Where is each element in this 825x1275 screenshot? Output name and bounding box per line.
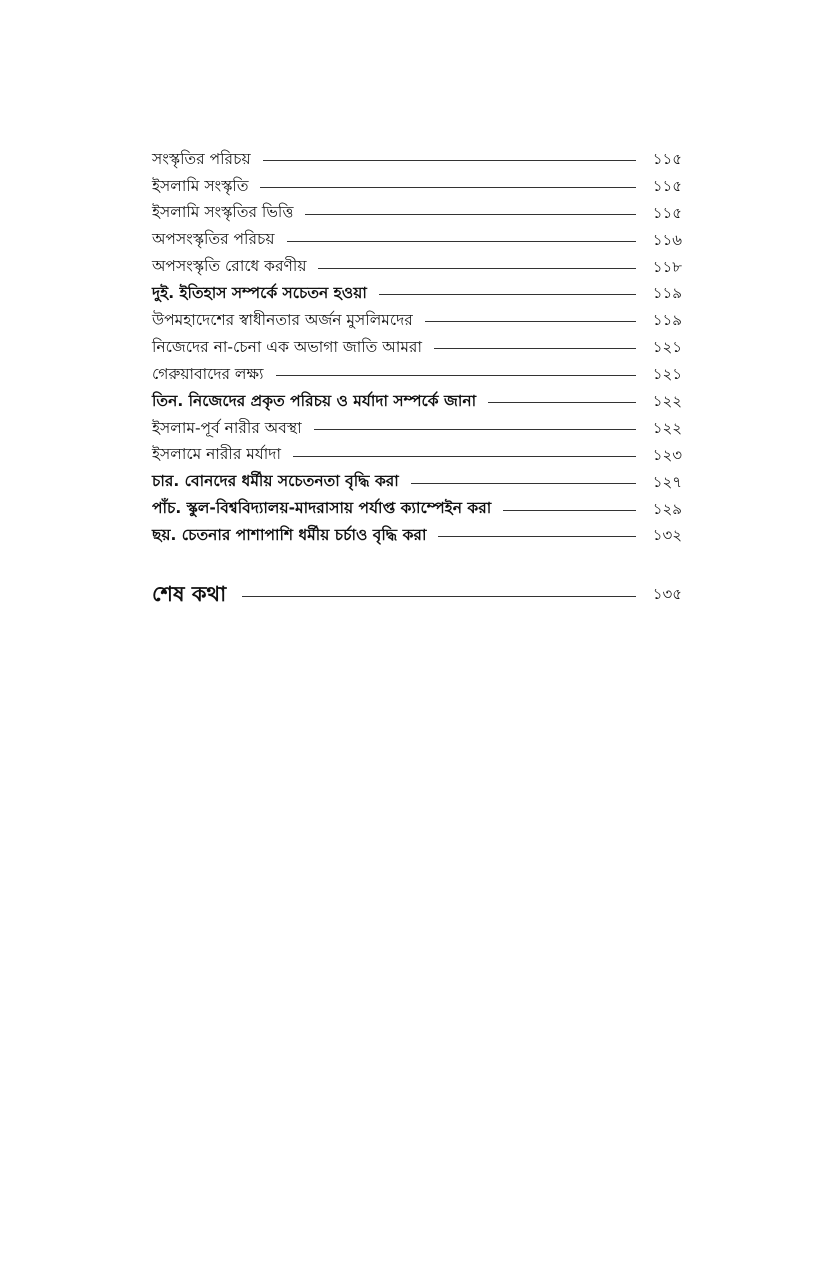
- toc-entry-page: ১২৯: [652, 499, 682, 518]
- toc-entry-title: দুই. ইতিহাস সম্পর্কে সচেতন হওয়া: [152, 284, 367, 303]
- toc-entry-title: তিন. নিজেদের প্রকৃত পরিচয় ও মর্যাদা সম্পর্কে জানা: [152, 391, 477, 410]
- leader-line: [276, 375, 636, 376]
- toc-entry-title: চার. বোনদের ধর্মীয় সচেতনতা বৃদ্ধি করা: [152, 472, 399, 491]
- toc-entry[interactable]: [152, 254, 682, 281]
- toc-entry[interactable]: [152, 200, 682, 227]
- leader-line: [379, 294, 636, 295]
- toc-entry-page: ১২২: [652, 418, 682, 437]
- leader-line: [260, 187, 636, 188]
- leader-line: [305, 214, 636, 215]
- leader-line: [318, 268, 636, 269]
- toc-entry-title: নিজেদের না-চেনা এক অভাগা জাতি আমরা: [152, 337, 422, 356]
- toc-entry-title: ছয়. চেতনার পাশাপাশি ধর্মীয় চর্চাও বৃদ্ধি করা: [152, 526, 427, 545]
- toc-entry-title: গেরুয়াবাদের লক্ষ্য: [152, 364, 264, 383]
- toc-entry-title: পাঁচ. স্কুল-বিশ্ববিদ্যালয়-মাদরাসায় পর্যাপ্ত ক্যাম্পেইন করা: [152, 499, 492, 518]
- toc-entry-page: ১১৯: [652, 311, 682, 330]
- toc-entry-page: ১১৬: [652, 230, 682, 249]
- toc-entry-title: অপসংস্কৃতির পরিচয়: [152, 230, 275, 249]
- toc-section-entry[interactable]: [152, 496, 682, 523]
- toc-entry-page: ১২৩: [652, 445, 682, 464]
- toc-section-entry[interactable]: [152, 469, 682, 496]
- toc-entry-title: উপমহাদেশের স্বাধীনতার অর্জন মুসলিমদের: [152, 311, 413, 330]
- toc-entry-page: ১৩৫: [652, 584, 682, 603]
- toc-entry[interactable]: [152, 442, 682, 469]
- leader-line: [438, 536, 636, 537]
- toc-entry[interactable]: [152, 227, 682, 254]
- toc-entry[interactable]: [152, 361, 682, 388]
- toc-entry-page: ১২৭: [652, 472, 682, 491]
- leader-line: [425, 321, 636, 322]
- toc-entry-page: ১১৫: [652, 203, 682, 222]
- toc-section-entry[interactable]: [152, 388, 682, 415]
- table-of-contents: [152, 146, 682, 609]
- toc-entry[interactable]: [152, 334, 682, 361]
- leader-line: [242, 596, 636, 597]
- toc-entry-title: শেষ কথা: [152, 581, 227, 606]
- leader-line: [263, 160, 636, 161]
- toc-entry-page: ১১৫: [652, 149, 682, 168]
- leader-line: [434, 348, 636, 349]
- toc-entry-page: ১২১: [652, 338, 682, 357]
- toc-entry-page: ১১৯: [652, 284, 682, 303]
- toc-section-entry[interactable]: [152, 522, 682, 549]
- toc-final-entry[interactable]: [152, 579, 682, 609]
- toc-entry-title: সংস্কৃতির পরিচয়: [152, 149, 251, 168]
- leader-line: [314, 429, 636, 430]
- toc-entry[interactable]: [152, 415, 682, 442]
- toc-entry-title: ইসলাম-পূর্ব নারীর অবস্থা: [152, 418, 302, 437]
- toc-entry-page: ১১৮: [652, 257, 682, 276]
- toc-entry[interactable]: [152, 146, 682, 173]
- leader-line: [503, 510, 636, 511]
- leader-line: [287, 241, 636, 242]
- toc-entry-page: ১২২: [652, 391, 682, 410]
- toc-entry-page: ১৩২: [652, 526, 682, 545]
- toc-entry-page: ১১৫: [652, 176, 682, 195]
- section-spacer: [152, 549, 682, 579]
- toc-entry-title: ইসলামে নারীর মর্যাদা: [152, 445, 281, 464]
- toc-entry-title: ইসলামি সংস্কৃতি: [152, 176, 249, 195]
- leader-line: [293, 456, 636, 457]
- toc-entry[interactable]: [152, 173, 682, 200]
- toc-entry-page: ১২১: [652, 365, 682, 384]
- toc-section-entry[interactable]: [152, 280, 682, 307]
- leader-line: [488, 402, 636, 403]
- leader-line: [411, 483, 636, 484]
- toc-entry-title: অপসংস্কৃতি রোধে করণীয়: [152, 257, 307, 276]
- toc-entry[interactable]: [152, 307, 682, 334]
- toc-entry-title: ইসলামি সংস্কৃতির ভিত্তি: [152, 203, 294, 222]
